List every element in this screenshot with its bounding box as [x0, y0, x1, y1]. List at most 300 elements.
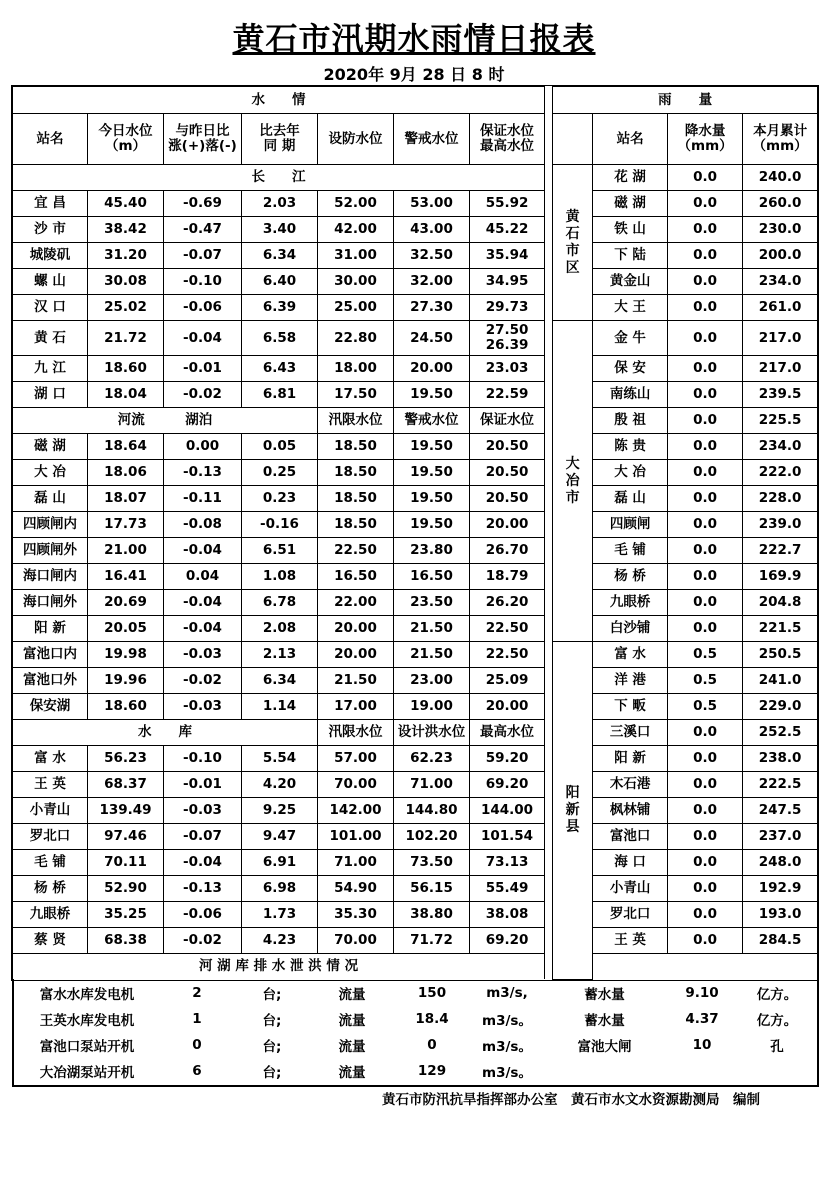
- water-value: 101.00: [318, 824, 394, 850]
- rain-col-header: 本月累计 （mm）: [743, 114, 818, 165]
- water-value: 62.23: [394, 746, 470, 772]
- water-station-name: 九 江: [13, 356, 88, 382]
- water-value: -0.06: [164, 295, 242, 321]
- discharge-cell: 富池口泵站开机: [39, 1039, 135, 1055]
- discharge-title: 河 湖 库 排 水 泄 洪 情 况: [13, 954, 545, 980]
- rain-value: 0.0: [668, 746, 743, 772]
- water-value: 23.50: [394, 590, 470, 616]
- water-station-name: 阳 新: [13, 616, 88, 642]
- water-value: -0.08: [164, 512, 242, 538]
- rain-station-name: 殷 祖: [593, 408, 668, 434]
- rain-station-name: 大 王: [593, 295, 668, 321]
- discharge-cell: 4.37: [685, 1011, 719, 1027]
- rain-station-name: 下 陆: [593, 243, 668, 269]
- water-station-name: 富池口外: [13, 668, 88, 694]
- rain-station-name: 金 牛: [593, 321, 668, 356]
- water-value: 23.00: [394, 668, 470, 694]
- rain-month-total: 238.0: [743, 746, 818, 772]
- rain-month-total: 222.7: [743, 538, 818, 564]
- rain-value: 0.0: [668, 564, 743, 590]
- rain-month-total: 229.0: [743, 694, 818, 720]
- water-station-name: 四顾闸内: [13, 512, 88, 538]
- water-station-name: 城陵矶: [13, 243, 88, 269]
- water-value: 71.72: [394, 928, 470, 954]
- water-value: -0.04: [164, 590, 242, 616]
- discharge-table: [12, 980, 817, 1084]
- water-value: 69.20: [470, 772, 545, 798]
- water-value: 16.50: [394, 564, 470, 590]
- rain-value: 0.0: [668, 382, 743, 408]
- discharge-cell: 台;: [262, 1013, 282, 1029]
- water-value: 1.73: [242, 902, 318, 928]
- rain-value: 0.0: [668, 217, 743, 243]
- water-value: 6.81: [242, 382, 318, 408]
- discharge-cell: 孔: [770, 1039, 784, 1055]
- rain-month-total: 240.0: [743, 165, 818, 191]
- rain-station-name: 下 畈: [593, 694, 668, 720]
- water-value: 6.91: [242, 850, 318, 876]
- water-group-header: 汛限水位: [318, 408, 394, 434]
- rain-month-total: 230.0: [743, 217, 818, 243]
- water-value: 35.25: [88, 902, 164, 928]
- discharge-cell: 流量: [338, 1065, 366, 1081]
- water-value: 19.50: [394, 512, 470, 538]
- water-group-header: 汛限水位: [318, 720, 394, 746]
- discharge-cell: 亿方。: [756, 1013, 798, 1029]
- discharge-cell: [667, 1058, 737, 1084]
- water-value: -0.11: [164, 486, 242, 512]
- water-value: 22.59: [470, 382, 545, 408]
- water-station-name: 海口闸内: [13, 564, 88, 590]
- water-value: 57.00: [318, 746, 394, 772]
- water-value: 2.13: [242, 642, 318, 668]
- water-value: 69.20: [470, 928, 545, 954]
- water-value: 23.03: [470, 356, 545, 382]
- water-value: 32.50: [394, 243, 470, 269]
- rain-value: 0.0: [668, 486, 743, 512]
- rain-station-name: 枫林铺: [593, 798, 668, 824]
- water-value: 19.00: [394, 694, 470, 720]
- water-value: 2.08: [242, 616, 318, 642]
- water-value: -0.03: [164, 798, 242, 824]
- discharge-cell: 王英水库发电机: [39, 1013, 135, 1029]
- water-value: 22.00: [318, 590, 394, 616]
- discharge-cell: m3/s。: [482, 1039, 532, 1055]
- discharge-cell: 流量: [338, 1013, 366, 1029]
- water-station-name: 罗北口: [13, 824, 88, 850]
- rain-value: 0.0: [668, 824, 743, 850]
- water-value: 102.20: [394, 824, 470, 850]
- water-value: 21.00: [88, 538, 164, 564]
- rain-station-name: 白沙铺: [593, 616, 668, 642]
- water-value: 0.25: [242, 460, 318, 486]
- rain-month-total: 247.5: [743, 798, 818, 824]
- water-station-name: 湖 口: [13, 382, 88, 408]
- rain-month-total: 234.0: [743, 434, 818, 460]
- water-value: -0.13: [164, 460, 242, 486]
- water-value: 9.47: [242, 824, 318, 850]
- water-col-header: 设防水位: [318, 114, 394, 165]
- water-value: 20.00: [394, 356, 470, 382]
- discharge-cell: 富水水库发电机: [39, 987, 135, 1003]
- water-value: -0.10: [164, 746, 242, 772]
- water-value: 9.25: [242, 798, 318, 824]
- rain-value: 0.0: [668, 269, 743, 295]
- rain-station-name: 陈 贵: [593, 434, 668, 460]
- water-value: 42.00: [318, 217, 394, 243]
- report-date: 2020年 9月 28 日 8 时: [323, 65, 505, 84]
- discharge-cell: 流量: [338, 987, 366, 1003]
- rain-month-total: 217.0: [743, 321, 818, 356]
- water-value: 70.11: [88, 850, 164, 876]
- water-value: 18.06: [88, 460, 164, 486]
- rain-station-name: 毛 铺: [593, 538, 668, 564]
- water-group-header: 警戒水位: [394, 408, 470, 434]
- water-value: 25.02: [88, 295, 164, 321]
- water-value: 20.05: [88, 616, 164, 642]
- water-value: 32.00: [394, 269, 470, 295]
- water-station-name: 磁 湖: [13, 434, 88, 460]
- water-value: 21.50: [318, 668, 394, 694]
- water-group-header: 河流 湖泊: [13, 408, 318, 434]
- water-value: 1.14: [242, 694, 318, 720]
- water-value: 22.50: [470, 616, 545, 642]
- water-value: 54.90: [318, 876, 394, 902]
- water-value: 18.50: [318, 486, 394, 512]
- water-value: 19.50: [394, 486, 470, 512]
- water-station-name: 保安湖: [13, 694, 88, 720]
- water-col-header: 保证水位 最高水位: [470, 114, 545, 165]
- rain-value: 0.0: [668, 165, 743, 191]
- discharge-cell: 蓄水量: [584, 1013, 625, 1029]
- water-group-header: 长 江: [13, 165, 545, 191]
- rain-value: 0.0: [668, 902, 743, 928]
- water-value: 56.15: [394, 876, 470, 902]
- water-station-name: 富 水: [13, 746, 88, 772]
- discharge-cell: 150: [417, 985, 447, 1001]
- water-value: 0.04: [164, 564, 242, 590]
- water-group-header: 设计洪水位: [394, 720, 470, 746]
- discharge-cell: m3/s,: [486, 985, 528, 1001]
- water-value: -0.07: [164, 824, 242, 850]
- water-value: 20.50: [470, 460, 545, 486]
- rain-station-name: 小青山: [593, 876, 668, 902]
- water-value: 55.49: [470, 876, 545, 902]
- water-station-name: 小青山: [13, 798, 88, 824]
- water-value: 18.60: [88, 356, 164, 382]
- discharge-cell: 10: [692, 1037, 712, 1053]
- water-col-header: 今日水位 （m）: [88, 114, 164, 165]
- water-value: 17.73: [88, 512, 164, 538]
- water-value: 68.37: [88, 772, 164, 798]
- discharge-cell: 6: [192, 1063, 202, 1079]
- rain-region-label: 阳 新 县: [553, 642, 593, 980]
- water-value: 31.00: [318, 243, 394, 269]
- rain-value: 0.0: [668, 434, 743, 460]
- discharge-cell: 蓄水量: [584, 987, 625, 1003]
- water-value: -0.02: [164, 928, 242, 954]
- water-value: 20.00: [470, 512, 545, 538]
- discharge-cell: 台;: [262, 1039, 282, 1055]
- water-value: 24.50: [394, 321, 470, 356]
- water-value: -0.04: [164, 616, 242, 642]
- section-gap: [545, 87, 553, 980]
- water-value: 0.05: [242, 434, 318, 460]
- water-value: 6.40: [242, 269, 318, 295]
- water-value: 18.04: [88, 382, 164, 408]
- water-value: 21.50: [394, 642, 470, 668]
- rain-value: 0.0: [668, 191, 743, 217]
- water-value: 26.70: [470, 538, 545, 564]
- rain-month-total: 222.0: [743, 460, 818, 486]
- water-value: -0.01: [164, 356, 242, 382]
- water-value: 27.30: [394, 295, 470, 321]
- water-value: 5.54: [242, 746, 318, 772]
- water-value: 70.00: [318, 928, 394, 954]
- water-value: 71.00: [394, 772, 470, 798]
- rain-month-total: 260.0: [743, 191, 818, 217]
- water-value: 3.40: [242, 217, 318, 243]
- rain-value: 0.0: [668, 460, 743, 486]
- discharge-cell: 台;: [262, 1065, 282, 1081]
- rain-value: 0.5: [668, 642, 743, 668]
- rain-month-total: 248.0: [743, 850, 818, 876]
- water-col-header: 站名: [13, 114, 88, 165]
- water-value: 6.39: [242, 295, 318, 321]
- water-value: 20.00: [470, 694, 545, 720]
- discharge-cell: 1: [192, 1011, 202, 1027]
- rain-station-name: 王 英: [593, 928, 668, 954]
- discharge-cell: 0: [427, 1037, 437, 1053]
- rain-station-name: 罗北口: [593, 902, 668, 928]
- water-value: -0.16: [242, 512, 318, 538]
- water-value: 35.30: [318, 902, 394, 928]
- water-value: 97.46: [88, 824, 164, 850]
- water-value: -0.02: [164, 382, 242, 408]
- water-value: 16.50: [318, 564, 394, 590]
- water-value: 22.50: [470, 642, 545, 668]
- water-station-name: 磊 山: [13, 486, 88, 512]
- rain-station-name: 九眼桥: [593, 590, 668, 616]
- water-value: 6.78: [242, 590, 318, 616]
- water-value: 18.00: [318, 356, 394, 382]
- rain-month-total: 200.0: [743, 243, 818, 269]
- water-value: -0.03: [164, 694, 242, 720]
- water-value: -0.04: [164, 850, 242, 876]
- rain-value: 0.0: [668, 772, 743, 798]
- water-value: 73.13: [470, 850, 545, 876]
- discharge-cell: [542, 1058, 667, 1084]
- water-value: 2.03: [242, 191, 318, 217]
- water-value: 6.34: [242, 243, 318, 269]
- water-value: 19.50: [394, 382, 470, 408]
- water-value: 38.42: [88, 217, 164, 243]
- water-value: 6.58: [242, 321, 318, 356]
- water-value: 18.07: [88, 486, 164, 512]
- rain-station-name: 南练山: [593, 382, 668, 408]
- water-value: -0.47: [164, 217, 242, 243]
- water-value: 19.50: [394, 434, 470, 460]
- rain-station-name: 富 水: [593, 642, 668, 668]
- rain-col-header: 降水量 （mm）: [668, 114, 743, 165]
- rain-value: 0.5: [668, 668, 743, 694]
- water-value: -0.03: [164, 642, 242, 668]
- water-value: -0.07: [164, 243, 242, 269]
- water-value: 0.23: [242, 486, 318, 512]
- water-station-name: 沙 市: [13, 217, 88, 243]
- water-value: 20.50: [470, 486, 545, 512]
- water-value: 20.69: [88, 590, 164, 616]
- discharge-cell: 2: [192, 985, 202, 1001]
- water-value: 17.50: [318, 382, 394, 408]
- water-col-header: 比去年 同 期: [242, 114, 318, 165]
- water-station-name: 宜 昌: [13, 191, 88, 217]
- rain-month-total: 234.0: [743, 269, 818, 295]
- water-value: 18.50: [318, 434, 394, 460]
- rain-month-total: 250.5: [743, 642, 818, 668]
- discharge-cell: m3/s。: [482, 1013, 532, 1029]
- water-station-name: 王 英: [13, 772, 88, 798]
- rain-value: 0.0: [668, 538, 743, 564]
- rain-station-name: 花 湖: [593, 165, 668, 191]
- rain-month-total: 169.9: [743, 564, 818, 590]
- discharge-cell: 0: [192, 1037, 202, 1053]
- discharge-cell: 大冶湖泵站开机: [39, 1065, 135, 1081]
- water-station-name: 大 冶: [13, 460, 88, 486]
- water-value: 30.00: [318, 269, 394, 295]
- rain-value: 0.0: [668, 616, 743, 642]
- water-value: 29.73: [470, 295, 545, 321]
- water-station-name: 黄 石: [13, 321, 88, 356]
- rain-month-total: 252.5: [743, 720, 818, 746]
- rain-value: 0.0: [668, 321, 743, 356]
- water-value: 38.80: [394, 902, 470, 928]
- water-value: 20.00: [318, 616, 394, 642]
- rain-value: 0.0: [668, 798, 743, 824]
- rain-month-total: 193.0: [743, 902, 818, 928]
- water-value: 30.08: [88, 269, 164, 295]
- rain-month-total: 237.0: [743, 824, 818, 850]
- rain-value: 0.0: [668, 408, 743, 434]
- water-station-name: 汉 口: [13, 295, 88, 321]
- rain-section-header: 雨 量: [553, 87, 818, 114]
- discharge-cell: 台;: [262, 987, 282, 1003]
- rain-month-total: 261.0: [743, 295, 818, 321]
- rain-station-name: 洋 港: [593, 668, 668, 694]
- water-value: 27.50 26.39: [470, 321, 545, 356]
- water-value: 4.20: [242, 772, 318, 798]
- rain-month-total: 239.5: [743, 382, 818, 408]
- rain-station-name: 保 安: [593, 356, 668, 382]
- water-value: 20.00: [318, 642, 394, 668]
- rain-station-name: 黄金山: [593, 269, 668, 295]
- water-value: -0.04: [164, 321, 242, 356]
- water-value: -0.01: [164, 772, 242, 798]
- water-value: 38.08: [470, 902, 545, 928]
- water-value: 52.00: [318, 191, 394, 217]
- water-value: 0.00: [164, 434, 242, 460]
- rain-blank: [593, 954, 818, 980]
- water-station-name: 海口闸外: [13, 590, 88, 616]
- water-value: -0.06: [164, 902, 242, 928]
- rain-col-header: 站名: [593, 114, 668, 165]
- water-col-header: 警戒水位: [394, 114, 470, 165]
- water-station-name: 富池口内: [13, 642, 88, 668]
- water-value: 45.22: [470, 217, 545, 243]
- rain-value: 0.0: [668, 928, 743, 954]
- water-group-header: 保证水位: [470, 408, 545, 434]
- discharge-cell: 129: [417, 1063, 447, 1079]
- water-value: 68.38: [88, 928, 164, 954]
- rain-station-name: 磁 湖: [593, 191, 668, 217]
- water-value: 22.50: [318, 538, 394, 564]
- water-value: -0.13: [164, 876, 242, 902]
- water-value: 35.94: [470, 243, 545, 269]
- discharge-cell: 亿方。: [756, 987, 798, 1003]
- rain-month-total: 217.0: [743, 356, 818, 382]
- water-station-name: 九眼桥: [13, 902, 88, 928]
- water-value: 70.00: [318, 772, 394, 798]
- water-value: 18.79: [470, 564, 545, 590]
- rain-value: 0.0: [668, 850, 743, 876]
- rain-station-name: 铁 山: [593, 217, 668, 243]
- water-value: 142.00: [318, 798, 394, 824]
- water-value: 4.23: [242, 928, 318, 954]
- water-rain-table: [12, 86, 818, 980]
- rain-station-name: 阳 新: [593, 746, 668, 772]
- water-value: 43.00: [394, 217, 470, 243]
- water-value: 59.20: [470, 746, 545, 772]
- water-value: 21.50: [394, 616, 470, 642]
- rain-month-total: 221.5: [743, 616, 818, 642]
- water-value: 31.20: [88, 243, 164, 269]
- water-value: 34.95: [470, 269, 545, 295]
- water-col-header: 与昨日比 涨(+)落(-): [164, 114, 242, 165]
- water-value: 56.23: [88, 746, 164, 772]
- water-value: 25.00: [318, 295, 394, 321]
- water-value: 18.50: [318, 460, 394, 486]
- water-value: 144.00: [470, 798, 545, 824]
- water-station-name: 杨 桥: [13, 876, 88, 902]
- rain-month-total: 204.8: [743, 590, 818, 616]
- water-value: 6.98: [242, 876, 318, 902]
- discharge-cell: 流量: [338, 1039, 366, 1055]
- water-value: 45.40: [88, 191, 164, 217]
- water-group-header: 最高水位: [470, 720, 545, 746]
- rain-station-name: 磊 山: [593, 486, 668, 512]
- water-value: 52.90: [88, 876, 164, 902]
- water-station-name: 四顾闸外: [13, 538, 88, 564]
- water-station-name: 蔡 贤: [13, 928, 88, 954]
- water-value: 139.49: [88, 798, 164, 824]
- rain-station-name: 富池口: [593, 824, 668, 850]
- rain-station-name: 杨 桥: [593, 564, 668, 590]
- water-value: -0.02: [164, 668, 242, 694]
- discharge-cell: 9.10: [685, 985, 719, 1001]
- rain-value: 0.0: [668, 720, 743, 746]
- discharge-cell: m3/s。: [482, 1065, 532, 1081]
- water-value: 19.98: [88, 642, 164, 668]
- rain-value: 0.0: [668, 590, 743, 616]
- water-value: 25.09: [470, 668, 545, 694]
- rain-station-name: 木石港: [593, 772, 668, 798]
- water-value: 19.50: [394, 460, 470, 486]
- water-section-header: 水 情: [13, 87, 545, 114]
- rain-value: 0.0: [668, 876, 743, 902]
- water-value: 144.80: [394, 798, 470, 824]
- rain-value: 0.0: [668, 243, 743, 269]
- discharge-cell: [737, 1058, 817, 1084]
